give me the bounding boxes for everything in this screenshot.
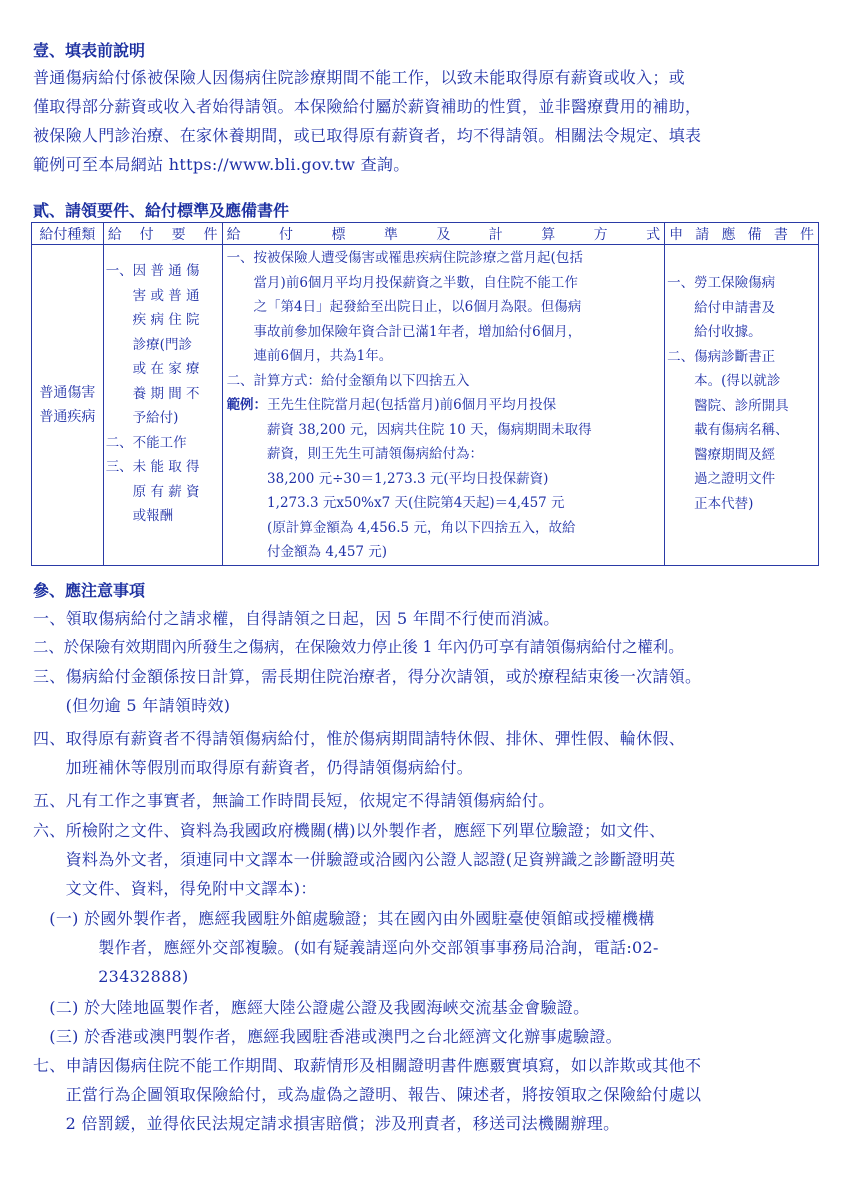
note-item: 製作者，應經外交部複驗。(如有疑義請逕向外交部領事事務局洽詢，電話:02-	[33, 938, 659, 957]
section3-title: 參、應注意事項	[33, 581, 146, 600]
table-body-row	[32, 245, 819, 566]
note-item: 六、所檢附之文件、資料為我國政府機關(構)以外製作者，應經下列單位驗證；如文件、	[33, 821, 666, 840]
note-item: (三) 於香港或澳門製作者，應經我國駐香港或澳門之台北經濟文化辦事處驗證。	[33, 1027, 622, 1046]
cell-documents: 一、勞工保險傷病 給付申請書及 給付收據。 二、傷病診斷書正 本。(得以就診 醫院、診所開具 載有傷病名稱、 醫療期間及經 過之證明文件 正本代替)	[665, 245, 819, 566]
note-item: 二、於保險有效期間內所發生之傷病，在保險效力停止後 1 年內仍可享有請領傷病給付之權利。	[33, 638, 684, 656]
note-item: 三、傷病給付金額係按日計算，需長期住院治療者，得分次請領，或於療程結束後一次請領。	[33, 667, 702, 686]
section1-title: 壹、填表前說明	[33, 41, 146, 60]
note-item: 七、申請因傷病住院不能工作期間、取薪情形及相關證明書件應覈實填寫，如以詐欺或其他不	[33, 1056, 702, 1075]
cell-requirements: 一、因 普 通 傷 害 或 普 通 疾 病 住 院 診療(門診 或 在 家 療 養 期 間 不 予給付) 二、不能工作 三、未 能 取 得 原 有 薪 資 或報酬	[103, 245, 222, 566]
note-item: (一) 於國外製作者，應經我國駐外館處驗證；其在國內由外國駐臺使領館或授權機構	[33, 909, 655, 928]
note-item: 加班補休等假別而取得原有薪資者，仍得請領傷病給付。	[33, 758, 474, 777]
header-requirements: 給 付 要 件	[107, 226, 218, 243]
section2-title: 貳、請領要件、給付標準及應備書件	[33, 201, 290, 220]
note-item: 五、凡有工作之事實者，無論工作時間長短，依規定不得請領傷病給付。	[33, 791, 555, 810]
note-item: 23432888)	[33, 967, 189, 986]
example-label: 範例：	[226, 397, 268, 413]
cell-benefit-type: 普通傷害 普通疾病	[32, 245, 104, 566]
note-item: 文文件、資料，得免附中文譯本)：	[33, 879, 317, 898]
benefit-table	[31, 222, 819, 566]
header-calculation: 給 付 標 準 及 計 算 方 式	[226, 226, 661, 243]
cell-calculation: 一、按被保險人遭受傷害或罹患疾病住院診療之當月起(包括 當月)前6個月平均月投保薪資之半數，自住院不能工作 之「第4日」起發給至出院日止，以6個月為限。但傷病 事故前參加保險年資合計已滿1年者，增加給付6個月， 連前6個月，共為1年。 二、計算方式：給付金額角以下四捨五入 範例：王先生住院當月起(包括當月)前6個月平均月投保 薪資 38,200 元，因病共住院 10 天，傷病期間未取得 薪資，則王先生可請領傷病給付為： 38,200 元÷30＝1,273.3 元(平均日投保薪資) 1,273.3 元x50%x7 天(住院第4天起)＝4,457 元 (原計算金額為 4,456.5 元，角以下四捨五入，故給 付金額為 4,457 元)	[222, 245, 665, 566]
note-item: 一、領取傷病給付之請求權，自得請領之日起，因 5 年間不行使而消滅。	[33, 609, 560, 628]
note-item: (但勿逾 5 年請領時效)	[33, 696, 231, 715]
note-item: 正當行為企圖領取保險給付，或為虛偽之證明、報告、陳述者，將按領取之保險給付處以	[33, 1085, 702, 1104]
note-item: 資料為外文者，須連同中文譯本一併驗證或洽國內公證人認證(足資辨識之診斷證明英	[33, 850, 676, 869]
section1-line: 普通傷病給付係被保險人因傷病住院診療期間不能工作，以致未能取得原有薪資或收入；或	[33, 68, 686, 87]
section1-line: 僅取得部分薪資或收入者始得請領。本保險給付屬於薪資補助的性質，並非醫療費用的補助，	[33, 97, 702, 116]
section1-line: 範例可至本局網站 https://www.bli.gov.tw 查詢。	[33, 155, 410, 174]
note-item: 四、取得原有薪資者不得請領傷病給付，惟於傷病期間請特休假、排休、彈性假、輪休假、	[33, 729, 686, 748]
header-documents: 申 請 應 備 書 件	[669, 226, 814, 243]
table-header-row	[32, 223, 819, 245]
note-item: 2 倍罰鍰，並得依民法規定請求損害賠償；涉及刑責者，移送司法機關辦理。	[33, 1114, 620, 1133]
note-item: (二) 於大陸地區製作者，應經大陸公證處公證及我國海峽交流基金會驗證。	[33, 998, 590, 1017]
section1-line: 被保險人門診治療、在家休養期間，或已取得原有薪資者，均不得請領。相關法令規定、填表	[33, 126, 702, 145]
header-type: 給付種類	[32, 223, 104, 245]
